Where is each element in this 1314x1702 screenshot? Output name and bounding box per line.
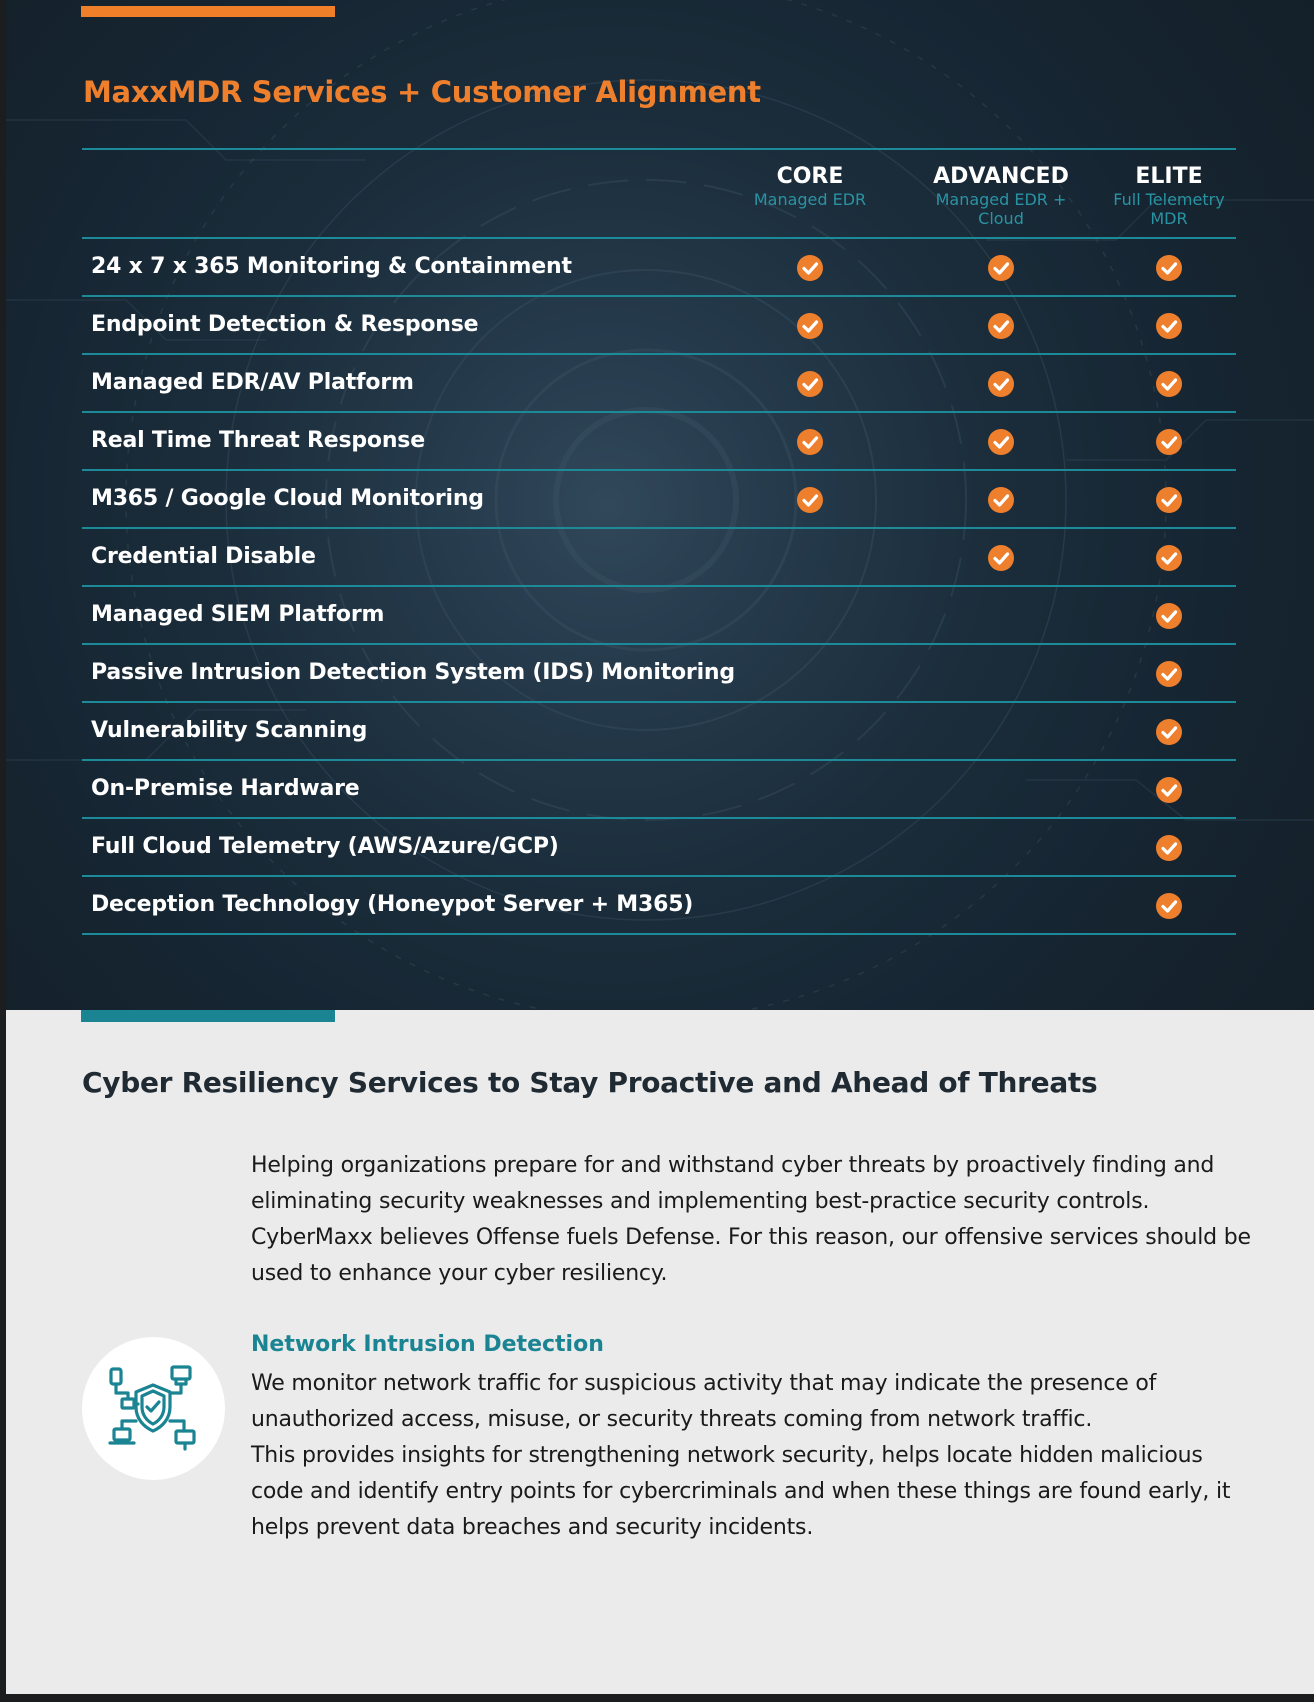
tier-name: CORE — [776, 164, 844, 189]
check-icon — [1155, 718, 1183, 746]
check-icon — [987, 254, 1015, 282]
check-icon — [1155, 254, 1183, 282]
tier-subtitle: Managed EDR + Cloud — [935, 190, 1067, 228]
check-icon — [1155, 370, 1183, 398]
service-paragraph: This provides insights for strengthening network security, helps locate hidden malicious code and identify entry points for cybercriminals and when these things are found early, it helps prevent data breaches and security incidents. — [251, 1443, 1231, 1540]
table-row — [82, 819, 1236, 875]
feature-label: Full Cloud Telemetry (AWS/Azure/GCP) — [91, 834, 559, 859]
tier-name: ADVANCED — [933, 164, 1069, 189]
check-icon — [987, 428, 1015, 456]
table-row — [82, 703, 1236, 759]
network-shield-icon — [82, 1337, 225, 1480]
check-icon — [796, 428, 824, 456]
feature-label: On-Premise Hardware — [91, 776, 360, 801]
tier-elite — [1084, 164, 1254, 228]
check-icon — [1155, 834, 1183, 862]
table-row — [82, 761, 1236, 817]
table-row — [82, 239, 1236, 295]
check-icon — [796, 370, 824, 398]
services-panel — [6, 0, 1314, 1010]
check-icon — [1155, 602, 1183, 630]
check-icon — [1155, 312, 1183, 340]
tier-subtitle: Full Telemetry MDR — [1113, 190, 1225, 228]
table-row — [82, 355, 1236, 411]
check-icon — [987, 312, 1015, 340]
check-icon — [1155, 776, 1183, 804]
table-header — [82, 150, 1236, 237]
tier-core — [725, 164, 895, 209]
feature-label: M365 / Google Cloud Monitoring — [91, 486, 484, 511]
feature-label: Endpoint Detection & Response — [91, 312, 479, 337]
check-icon — [1155, 660, 1183, 688]
table-row — [82, 471, 1236, 527]
services-table — [82, 148, 1236, 935]
check-icon — [796, 486, 824, 514]
check-icon — [987, 486, 1015, 514]
page-title: MaxxMDR Services + Customer Alignment — [83, 75, 761, 109]
accent-bar — [81, 1010, 335, 1022]
check-icon — [796, 312, 824, 340]
check-icon — [1155, 428, 1183, 456]
tier-advanced — [916, 164, 1086, 228]
service-paragraph: We monitor network traffic for suspicious activity that may indicate the presence of unauthorized access, misuse, or security threats coming from network traffic. — [251, 1371, 1157, 1432]
check-icon — [987, 544, 1015, 572]
service-title: Network Intrusion Detection — [251, 1332, 604, 1357]
page — [6, 0, 1314, 1694]
table-body — [82, 239, 1236, 935]
feature-label: Deception Technology (Honeypot Server + M365) — [91, 892, 694, 917]
feature-label: Vulnerability Scanning — [91, 718, 368, 743]
table-row — [82, 877, 1236, 933]
section-title: Cyber Resiliency Services to Stay Proactive and Ahead of Threats — [82, 1066, 1098, 1099]
table-row — [82, 645, 1236, 701]
feature-label: Passive Intrusion Detection System (IDS) Monitoring — [91, 660, 735, 685]
check-icon — [987, 370, 1015, 398]
table-row — [82, 297, 1236, 353]
table-row — [82, 413, 1236, 469]
feature-label: 24 x 7 x 365 Monitoring & Containment — [91, 254, 572, 279]
check-icon — [1155, 486, 1183, 514]
feature-label: Credential Disable — [91, 544, 316, 569]
check-icon — [796, 254, 824, 282]
intro-paragraph: Helping organizations prepare for and withstand cyber threats by proactively finding and eliminating security weaknesses and implementing best-practice security controls. CyberMaxx believes Offense fuels Defense. For this reason, our offensive services should be used to enhance your cyber resiliency. — [251, 1153, 1251, 1286]
tier-name: ELITE — [1135, 164, 1203, 189]
feature-label: Real Time Threat Response — [91, 428, 425, 453]
divider — [82, 933, 1236, 935]
feature-label: Managed SIEM Platform — [91, 602, 385, 627]
feature-label: Managed EDR/AV Platform — [91, 370, 414, 395]
tier-subtitle: Managed EDR — [753, 190, 867, 209]
table-row — [82, 529, 1236, 585]
table-row — [82, 587, 1236, 643]
accent-bar — [81, 6, 335, 17]
check-icon — [1155, 544, 1183, 572]
check-icon — [1155, 892, 1183, 920]
